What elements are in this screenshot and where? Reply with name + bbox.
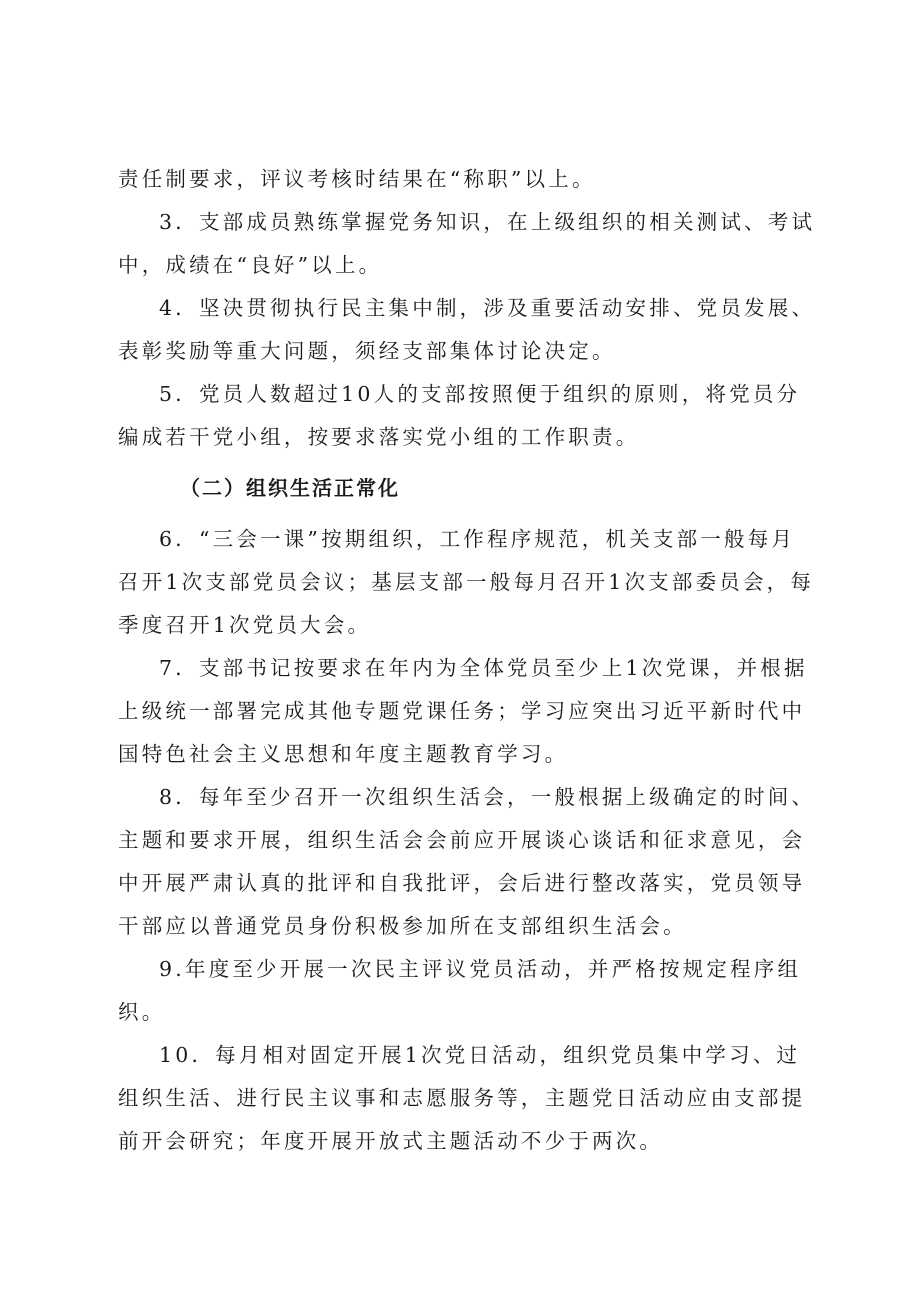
paragraph-item-4: 4．坚决贯彻执行民主集中制，涉及重要活动安排、党员发展、表彰奖励等重大问题，须经支部集体讨论决定。	[118, 296, 816, 363]
paragraph-item-8: 8．每年至少召开一次组织生活会，一般根据上级确定的时间、主题和要求开展，组织生活会会前应开展谈心谈话和征求意见，会中开展严肃认真的批评和自我批评，会后进行整改落实，党员领导干部应以普通党员身份积极参加所在支部组织生活会。	[118, 785, 816, 938]
paragraph-item-10: 10．每月相对固定开展1次党日活动，组织党员集中学习、过组织生活、进行民主议事和志愿服务等，主题党日活动应由支部提前开会研究；年度开展开放式主题活动不少于两次。	[118, 1043, 806, 1153]
document-body	[118, 158, 818, 1163]
paragraph-continuation: 责任制要求，评议考核时结果在“称职”以上。	[118, 167, 596, 191]
paragraph-item-9: 9.年度至少开展一次民主评议党员活动，并严格按规定程序组织。	[118, 957, 802, 1024]
paragraph-item-6: 6．“三会一课”按期组织，工作程序规范，机关支部一般每月召开1次支部党员会议；基层支部一般每月召开1次支部委员会，每季度召开1次党员大会。	[118, 527, 815, 637]
paragraph-item-7: 7．支部书记按要求在年内为全体党员至少上1次党课，并根据上级统一部署完成其他专题党课任务；学习应突出习近平新时代中国特色社会主义思想和年度主题教育学习。	[118, 656, 808, 766]
paragraph-item-5: 5．党员人数超过10人的支部按照便于组织的原则，将党员分编成若干党小组，按要求落实党小组的工作职责。	[118, 382, 801, 449]
section-heading: （二）组织生活正常化	[180, 476, 400, 500]
paragraph-item-3: 3．支部成员熟练掌握党务知识，在上级组织的相关测试、考试中，成绩在“良好”以上。	[118, 210, 816, 277]
